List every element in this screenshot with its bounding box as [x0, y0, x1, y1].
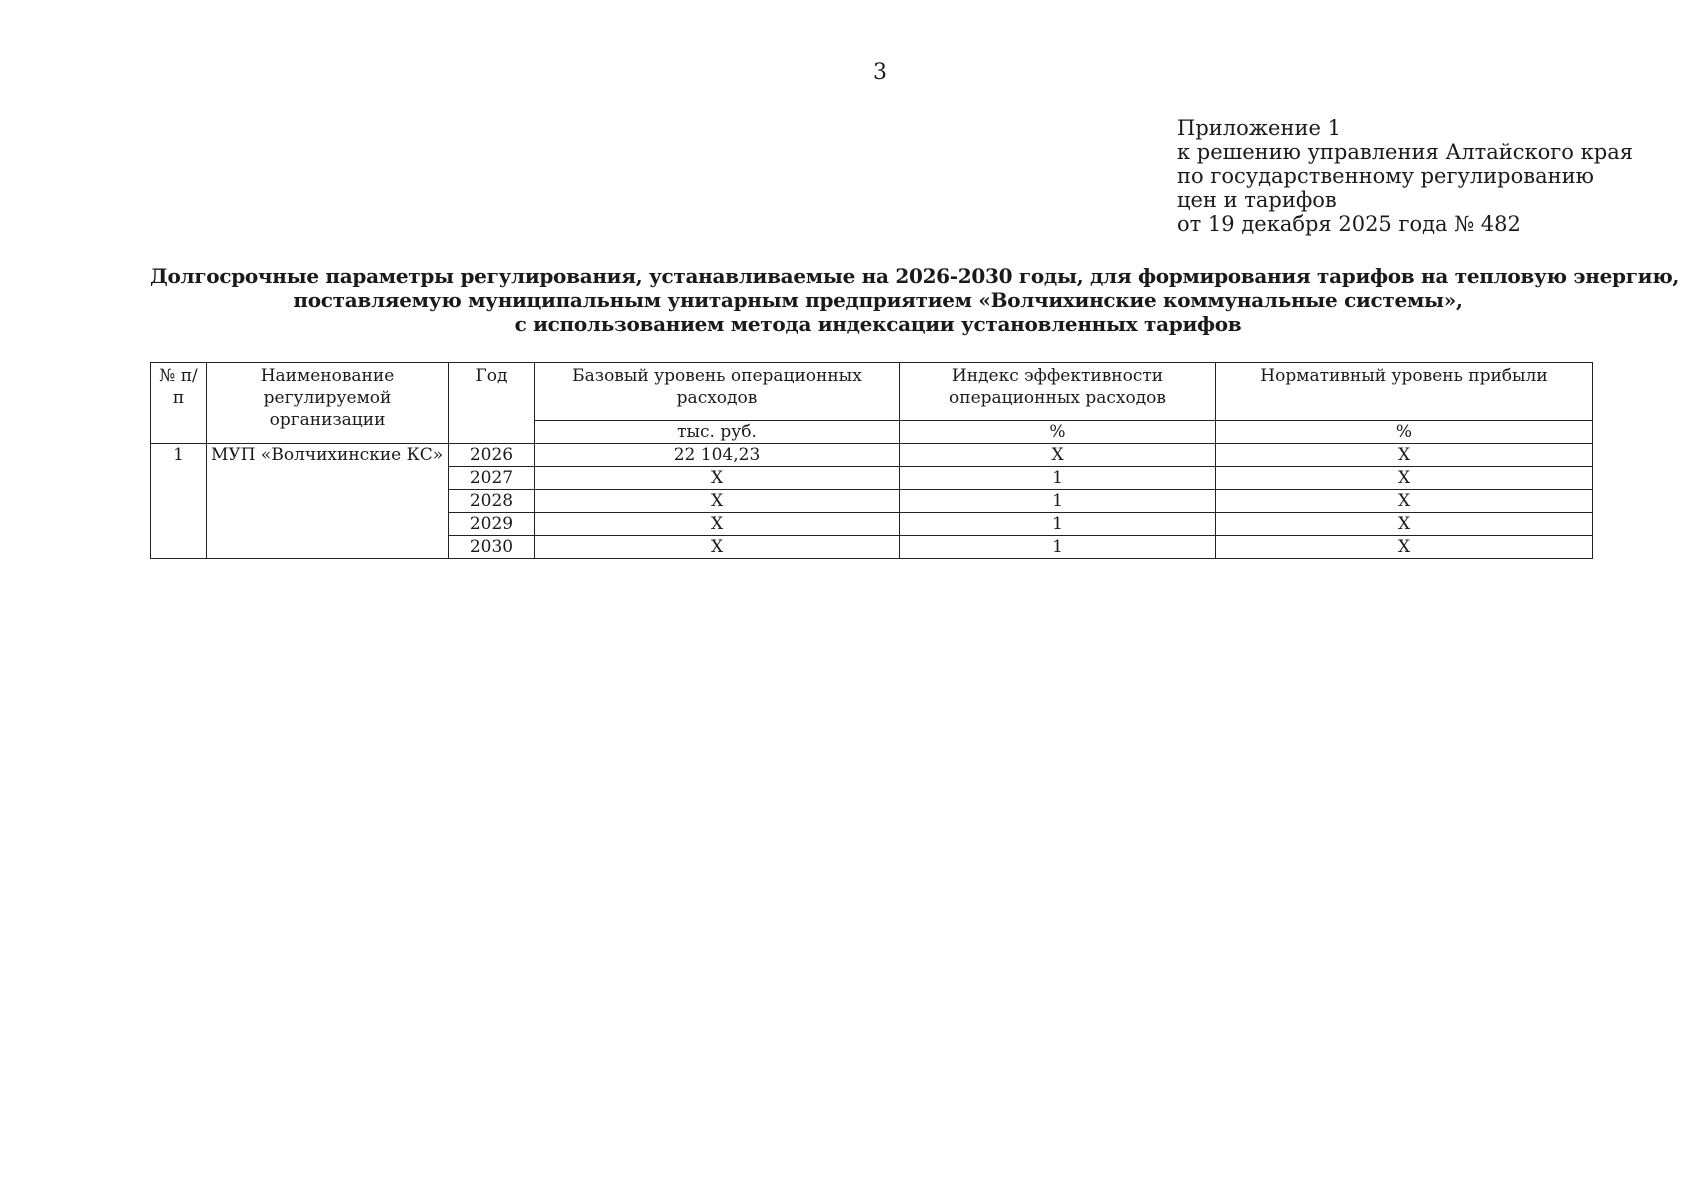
cell-profit: X	[1216, 467, 1593, 490]
header-profit: Нормативный уровень прибыли	[1216, 363, 1593, 421]
table-row	[151, 444, 1593, 467]
cell-index: 1	[900, 490, 1216, 513]
cell-base: X	[535, 513, 900, 536]
parameters-table	[150, 362, 1593, 559]
cell-index: X	[900, 444, 1216, 467]
appendix-line: Приложение 1	[1177, 116, 1341, 140]
appendix-line: от 19 декабря 2025 года № 482	[1177, 212, 1521, 236]
appendix-line: к решению управления Алтайского края	[1177, 140, 1633, 164]
cell-index: 1	[900, 467, 1216, 490]
header-base: Базовый уровень операционных расходов	[535, 363, 900, 421]
header-num: № п/п	[151, 363, 207, 444]
organization-name: МУП «Волчихинские КС»	[207, 444, 449, 559]
cell-profit: X	[1216, 444, 1593, 467]
page-number: 3	[873, 60, 887, 85]
header-index: Индекс эффективности операционных расходов	[900, 363, 1216, 421]
cell-profit: X	[1216, 536, 1593, 559]
cell-base: X	[535, 467, 900, 490]
cell-year: 2030	[449, 536, 535, 559]
cell-year: 2026	[449, 444, 535, 467]
cell-index: 1	[900, 513, 1216, 536]
appendix-line: по государственному регулированию	[1177, 164, 1594, 188]
title-line: с использованием метода индексации установленных тарифов	[514, 312, 1242, 336]
unit-profit: %	[1216, 421, 1593, 444]
title-line: Долгосрочные параметры регулирования, устанавливаемые на 2026-2030 годы, для формирования тарифов на тепловую энергию,	[150, 264, 1680, 288]
cell-year: 2029	[449, 513, 535, 536]
cell-profit: X	[1216, 490, 1593, 513]
cell-profit: X	[1216, 513, 1593, 536]
title-line: поставляемую муниципальным унитарным предприятием «Волчихинские коммунальные системы»,	[293, 288, 1463, 312]
cell-base: 22 104,23	[535, 444, 900, 467]
unit-base: тыс. руб.	[535, 421, 900, 444]
unit-index: %	[900, 421, 1216, 444]
cell-year: 2028	[449, 490, 535, 513]
appendix-line: цен и тарифов	[1177, 188, 1337, 212]
cell-year: 2027	[449, 467, 535, 490]
cell-base: X	[535, 536, 900, 559]
cell-index: 1	[900, 536, 1216, 559]
cell-base: X	[535, 490, 900, 513]
header-year: Год	[449, 363, 535, 444]
document-title	[150, 264, 1680, 336]
row-number: 1	[151, 444, 207, 559]
header-org: Наименование регулируемой организации	[207, 363, 449, 444]
appendix-block	[1177, 116, 1633, 236]
